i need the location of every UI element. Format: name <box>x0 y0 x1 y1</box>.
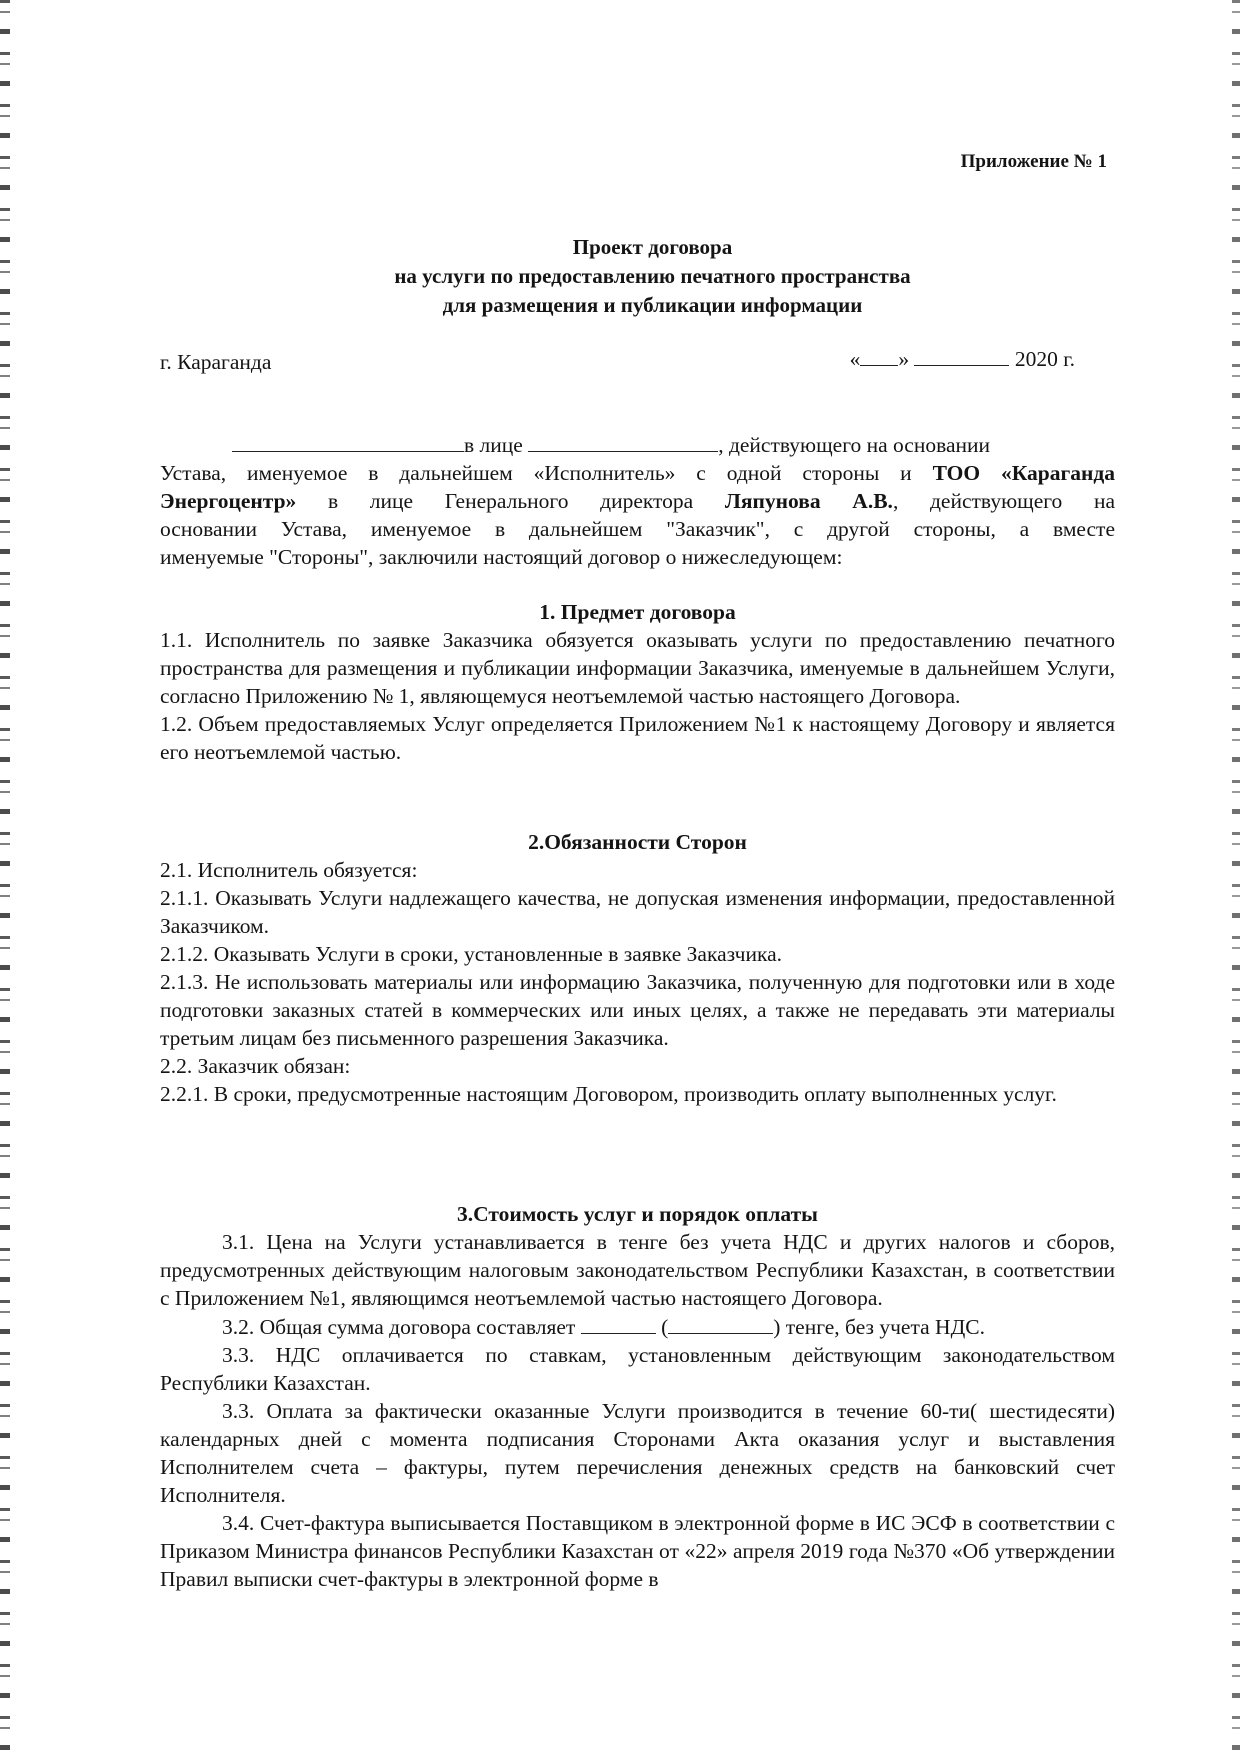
clause-2-2-1: 2.2.1. В сроки, предусмотренные настоящим Договором, производить оплату выполненных услуг. <box>160 1082 1057 1106</box>
amount-words-blank <box>668 1312 773 1334</box>
clause-1-2: 1.2. Объем предоставляемых Услуг определяется Приложением №1 к настоящему Договору и является его неотъемлемой частью. <box>160 712 1115 764</box>
clause-2-1-2: 2.1.2. Оказывать Услуги в сроки, установленные в заявке Заказчика. <box>160 942 783 966</box>
title-line-2: на услуги по предоставлению печатного пространства <box>394 264 911 288</box>
customer-name-b: Энергоцентр» <box>160 489 297 513</box>
amount-blank <box>581 1312 656 1334</box>
month-blank <box>914 344 1009 366</box>
clause-3-2-text: ( <box>661 1315 669 1339</box>
clause-2-2: 2.2. Заказчик обязан: <box>160 1054 351 1078</box>
clause-3-1: 3.1. Цена на Услуги устанавливается в тенге без учета НДС и других налогов и сборов, предусмотренных действующим налоговым законодательством Республики Казахстан, в соответствии с Приложением №1, являющимся неотъемлемой частью настоящего Договора. <box>160 1230 1115 1310</box>
city-label: г. Караганда <box>160 350 272 374</box>
section-3 <box>160 1200 1115 1593</box>
preamble-text: Устава, именуемое в дальнейшем «Исполнитель» с одной стороны и <box>160 461 933 485</box>
document-page <box>160 0 1115 1754</box>
preamble-line-1 <box>160 430 1115 459</box>
clause-3-3: 3.3. НДС оплачивается по ставкам, установленным действующим законодательством Республики Казахстан. <box>160 1343 1115 1395</box>
preamble-line-2 <box>160 459 1115 487</box>
place-date-line <box>160 348 1075 378</box>
clause-3-4: 3.4. Счет-фактура выписывается Поставщиком в электронной форме в ИС ЭСФ в соответствии с Приказом Министра финансов Республики Казахстан от «22» апреля 2019 года №370 «Об утверждении Правил выписки счет-фактуры в электронной форме в <box>160 1511 1115 1591</box>
document-title <box>160 233 1115 320</box>
section-1 <box>160 598 1115 766</box>
in-person-label: в лице <box>464 433 523 457</box>
section-2 <box>160 828 1115 1108</box>
preamble-line-4: основании Устава, именуемое в дальнейшем "Заказчик", с другой стороны, а вместе <box>160 517 1115 541</box>
preamble-text: в лице Генерального директора <box>296 489 725 513</box>
clause-3-2-text: 3.2. Общая сумма договора составляет <box>222 1315 576 1339</box>
date-close-quote: » <box>898 347 910 371</box>
clause-3-3-payment: 3.3. Оплата за фактически оказанные Услуги производится в течение 60-ти( шестидесяти) календарных дней с момента подписания Сторонами Акта оказания услуг и выставления Исполнителем счета – фактуры, путем перечисления денежных средств на банковский счет Исполнителя. <box>160 1399 1115 1507</box>
section-2-heading: 2.Обязанности Сторон <box>528 830 747 854</box>
section-1-heading: 1. Предмет договора <box>539 600 736 624</box>
preamble-text: , действующего на <box>892 489 1116 513</box>
clause-3-2 <box>160 1312 1115 1341</box>
clause-2-1: 2.1. Исполнитель обязуется: <box>160 858 418 882</box>
clause-2-1-3: 2.1.3. Не использовать материалы или информацию Заказчика, полученную для подготовки или в ходе подготовки заказных статей в коммерческих или иных целях, а также не передавать эти материалы третьим лицам без письменного разрешения Заказчика. <box>160 970 1115 1050</box>
date-year: 2020 г. <box>1014 347 1075 371</box>
clause-2-1-1: 2.1.1. Оказывать Услуги надлежащего качества, не допуская изменения информации, предоставленной Заказчиком. <box>160 886 1115 938</box>
scan-edge-left <box>0 0 10 1754</box>
scan-edge-right <box>1232 0 1240 1754</box>
annex-label: Приложение № 1 <box>960 151 1107 172</box>
preamble-line-5: именуемые "Стороны", заключили настоящий договор о нижеследующем: <box>160 545 843 569</box>
section-3-heading: 3.Стоимость услуг и порядок оплаты <box>457 1202 818 1226</box>
day-blank <box>860 344 898 366</box>
customer-name-a: ТОО «Караганда <box>932 461 1116 485</box>
director-name: Ляпунова А.В. <box>724 489 893 513</box>
title-line-3: для размещения и публикации информации <box>442 293 863 317</box>
representative-blank <box>528 430 718 452</box>
contractor-blank <box>232 430 464 452</box>
acting-label: , действующего на основании <box>718 433 991 457</box>
clause-3-2-text: ) тенге, без учета НДС. <box>773 1315 985 1339</box>
preamble <box>160 430 1115 571</box>
date-open-quote: « <box>849 347 861 371</box>
title-line-1: Проект договора <box>572 235 733 259</box>
preamble-line-3 <box>160 487 1115 515</box>
clause-1-1: 1.1. Исполнитель по заявке Заказчика обязуется оказывать услуги по предоставлению печатного пространства для размещения и публикации информации Заказчика, именуемые в дальнейшем Услуги, согласно Приложению № 1, являющемуся неотъемлемой частью настоящего Договора. <box>160 628 1115 708</box>
date-field <box>850 344 1075 373</box>
